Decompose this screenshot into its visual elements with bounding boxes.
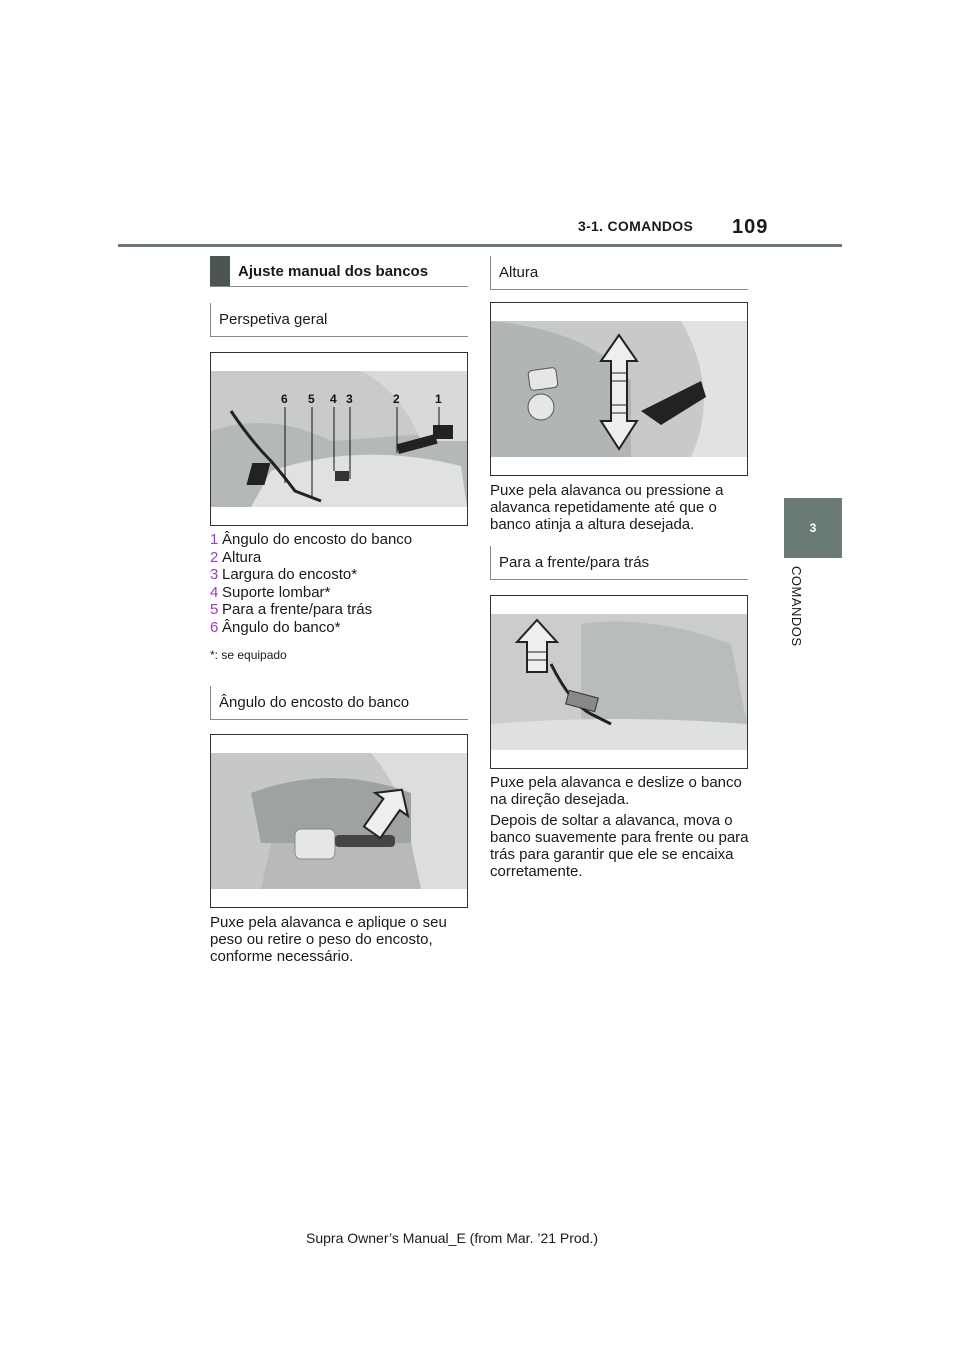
height-figure: [490, 302, 748, 476]
heading-marker: [210, 256, 230, 286]
backrest-heading-text: Ângulo do encosto do banco: [219, 694, 410, 711]
list-item: 6 Ângulo do banco*: [210, 618, 341, 636]
backrest-heading: [210, 686, 468, 720]
fwd-back-figure: [490, 595, 748, 769]
fwd-back-instructions-1: Puxe pela alavanca e deslize o banco na direção desejada.: [490, 774, 742, 808]
list-item: 3 Largura do encosto*: [210, 566, 358, 583]
callout-3: 3: [346, 392, 353, 406]
main-heading-text: Ajuste manual dos bancos: [238, 262, 429, 280]
backrest-figure: [210, 734, 468, 908]
adjustment-list: [210, 531, 470, 636]
height-instructions: Puxe pela alavanca ou pressione a alavanca repetidamente até que o banco atinja a altura desejada.: [490, 482, 724, 533]
fwd-back-instructions-2: Depois de soltar a alavanca, mova o banco suavemente para frente ou para trás para garantir que ele se encaixa corretamente.: [490, 812, 749, 880]
height-heading: [490, 256, 748, 290]
list-item: 4 Suporte lombar*: [210, 583, 331, 601]
callout-4: 4: [330, 392, 337, 406]
main-heading: [210, 256, 468, 287]
footnote: *: se equipado: [210, 648, 287, 662]
callout-5: 5: [308, 392, 315, 406]
callout-6: 6: [281, 392, 288, 406]
overview-heading-text: Perspetiva geral: [219, 311, 328, 328]
height-heading-text: Altura: [499, 264, 539, 281]
backrest-illustration: [211, 753, 467, 889]
list-item: 5 Para a frente/para trás: [210, 601, 373, 618]
list-item: 1 Ângulo do encosto do banco: [210, 531, 413, 548]
seat-overview-figure: [210, 352, 468, 526]
height-illustration: [491, 321, 747, 457]
overview-heading: [210, 303, 468, 337]
fwd-back-heading-text: Para a frente/para trás: [499, 554, 650, 571]
section-title: 3-1. COMANDOS: [578, 218, 694, 234]
fwd-back-illustration: [491, 614, 747, 750]
header-divider: [118, 244, 842, 247]
chapter-tab: 3: [784, 498, 842, 558]
backrest-instructions: Puxe pela alavanca e aplique o seu peso ou retire o peso do encosto, conforme necessário.: [210, 914, 447, 965]
seat-overview-illustration: [211, 371, 467, 507]
list-item: 2 Altura: [210, 548, 262, 566]
fwd-back-heading: [490, 546, 748, 580]
page-number: 109: [732, 216, 769, 238]
chapter-label: COMANDOS: [789, 566, 804, 647]
footer-text: Supra Owner’s Manual_E (from Mar. ’21 Prod.): [306, 1230, 599, 1246]
callout-1: 1: [435, 392, 442, 406]
callout-2: 2: [393, 392, 400, 406]
